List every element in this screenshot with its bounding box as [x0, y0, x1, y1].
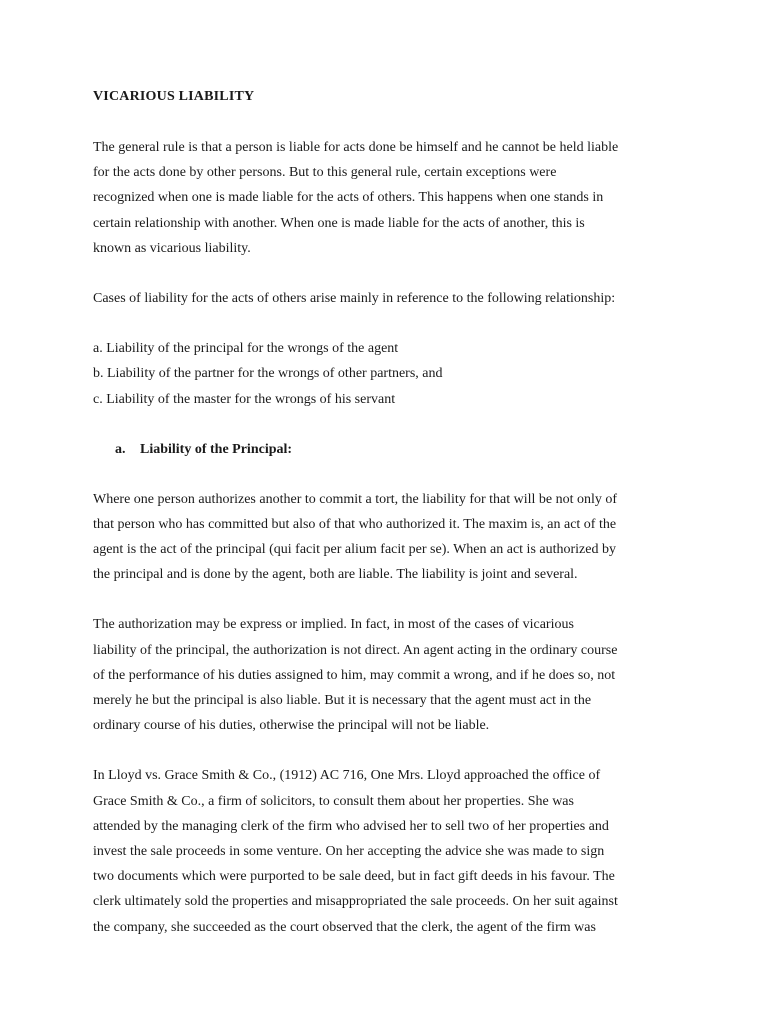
- text-line: In Lloyd vs. Grace Smith & Co., (1912) AC 716, One Mrs. Lloyd approached the office of: [93, 768, 601, 784]
- relationship-list: [93, 336, 679, 412]
- text-line: ordinary course of his duties, otherwise the principal will not be liable.: [93, 718, 490, 734]
- text-line: clerk ultimately sold the properties and misappropriated the sale proceeds. On her suit against: [93, 894, 618, 910]
- list-item: a. Liability of the principal for the wrongs of the agent: [93, 341, 399, 357]
- text-line: recognized when one is made liable for the acts of others. This happens when one stands in: [93, 190, 604, 206]
- text-line: invest the sale proceeds in some venture. On her accepting the advice she was made to sign: [93, 843, 605, 859]
- text-line: merely he but the principal is also liable. But it is necessary that the agent must act in the: [93, 693, 592, 708]
- section-heading-text: Liability of the Principal:: [140, 441, 293, 457]
- text-line: Where one person authorizes another to commit a tort, the liability for that will be not only of: [93, 491, 618, 507]
- text-line: The authorization may be express or implied. In fact, in most of the cases of vicarious: [93, 617, 574, 633]
- text-line: the company, she succeeded as the court observed that the clerk, the agent of the firm was: [93, 919, 596, 935]
- text-line: the principal and is done by the agent, both are liable. The liability is joint and several.: [93, 567, 578, 583]
- text-line: certain relationship with another. When one is made liable for the acts of another, this is: [93, 215, 585, 231]
- text-line: Cases of liability for the acts of others arise mainly in reference to the following relationship:: [93, 290, 616, 306]
- text-line: for the acts done by other persons. But to this general rule, certain exceptions were: [93, 165, 557, 181]
- text-line: Grace Smith & Co., a firm of solicitors, to consult them about her properties. She was: [93, 793, 574, 809]
- paragraph-express-implied: [93, 612, 679, 738]
- text-line: two documents which were purported to be sale deed, but in fact gift deeds in his favour. The: [93, 869, 615, 885]
- text-line: liability of the principal, the authorization is not direct. An agent acting in the ordinary course: [93, 642, 618, 658]
- text-line: known as vicarious liability.: [93, 240, 251, 256]
- document-title: VICARIOUS LIABILITY: [93, 89, 255, 104]
- text-line: agent is the act of the principal (qui facit per alium facit per se). When an act is authorized by: [93, 542, 616, 558]
- paragraph-lloyd-case: [93, 763, 679, 939]
- list-item: c. Liability of the master for the wrongs of his servant: [93, 391, 396, 407]
- list-item: b. Liability of the partner for the wrongs of other partners, and: [93, 366, 443, 382]
- section-marker: a.: [115, 441, 126, 457]
- paragraph-authorization-tort: [93, 487, 679, 588]
- text-line: that person who has committed but also of that who authorized it. The maxim is, an act of the: [93, 516, 617, 532]
- paragraph-general-rule: [93, 135, 679, 261]
- text-line: of the performance of his duties assigned to him, may commit a wrong, and if he does so, not: [93, 667, 616, 683]
- text-line: attended by the managing clerk of the firm who advised her to sell two of her properties and: [93, 818, 609, 834]
- text-line: The general rule is that a person is liable for acts done be himself and he cannot be held liable: [93, 140, 619, 155]
- section-heading-principal: [115, 437, 679, 462]
- paragraph-cases-intro: [93, 286, 679, 311]
- document-body: [93, 86, 679, 965]
